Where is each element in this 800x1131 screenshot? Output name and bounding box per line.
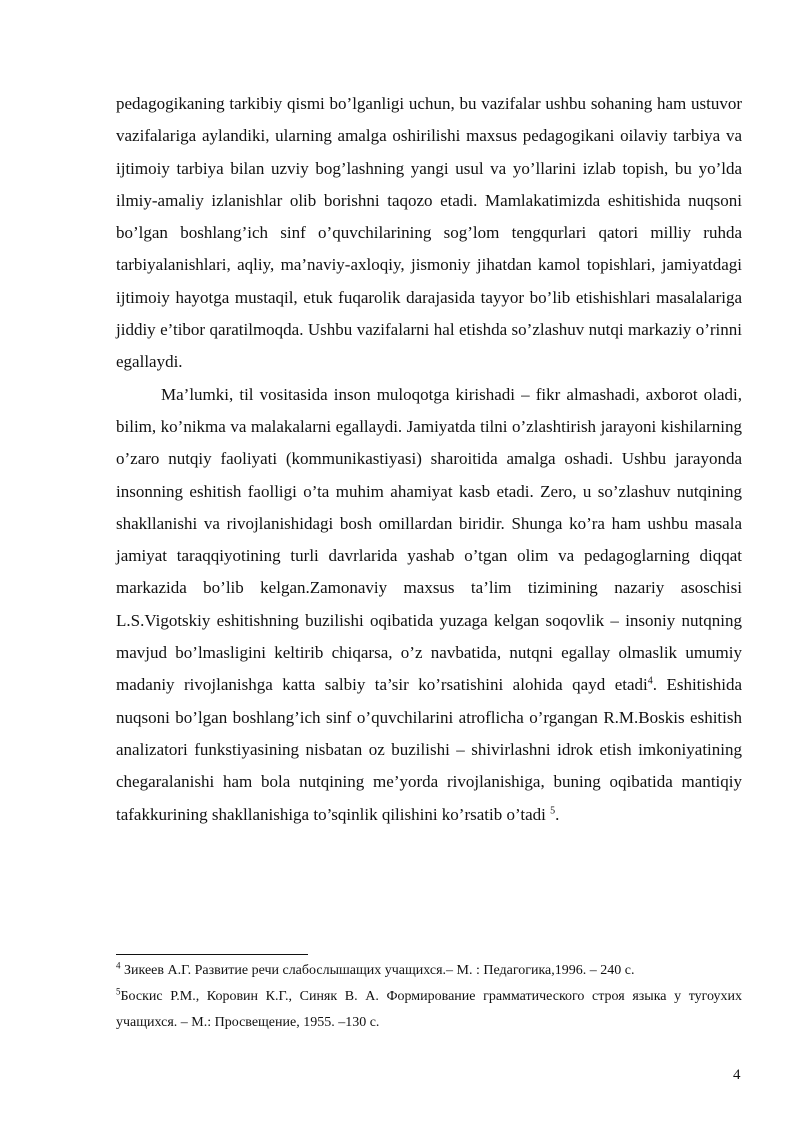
footnote-mark-5: 5 (116, 986, 121, 997)
footnote-reference-5[interactable]: 5 (550, 804, 556, 816)
body-paragraph-2 (116, 379, 742, 831)
paragraph-1-text: pedagogikaning tarkibiy qismi bo’lganligi uchun, bu vazifalar ushbu sohaning ham ustuvor vazifalariga aylandiki, ularning amalga oshirilishi maxsus pedagogikani oilaviy tarbiya va ijtimoiy tarbiya bilan uzviy bog’lashning yangi usul va yo’llarini izlab topish, bu yo’lda ilmiy-amaliy izlanishlar olib borishni taqozo etadi. Mamlakatimizda eshitishida nuqsoni bo’lgan boshlang’ich sinf o’quvchilarining sog’lom tengqurlari qatori milliy ruhda tarbiyalanishlari, aqliy, ma’naviy-axloqiy, jismoniy jihatdan kamol topishlari, jamiyatdagi ijtimoiy hayotga mustaqil, etuk fuqarolik darajasida tayyor bo’lib etishishlari masalalariga jiddiy e’tibor qaratilmoqda. Ushbu vazifalarni hal etishda so’zlashuv nutqi markaziy o’rinni egallaydi. (116, 94, 742, 372)
paragraph-2-text-b: . Eshitishida nuqsoni bo’lgan boshlang’ich sinf o’quvchilarini atroflicha o’rgangan R.M.Boskis eshitish analizatori funkstiyasining nisbatan oz buzilishi – shivirlashni idrok etish imkoniyatining chegaralanishi ham bola nutqining me’yorda rivojlanishiga, buning oqibatida mantiqiy tafakkurining shakllanishiga to’sqinlik qilishini ko’rsatib o’tadi (116, 675, 742, 824)
footnote-5-text: Боскис Р.М., Коровин К.Г., Синяк В. А. Формирование грамматического строя языка у тугоухих учащихся. – М.: Просвещение, 1955. –130 с. (116, 989, 742, 1030)
body-paragraph-1 (116, 88, 742, 379)
footnote-5 (116, 984, 742, 1036)
page-number: 4 (733, 1067, 741, 1083)
footnote-reference-4[interactable]: 4 (647, 675, 653, 687)
footnote-4-text: Зикеев А.Г. Развитие речи слабослышащих учащихся.– М. : Педагогика,1996. – 240 с. (120, 963, 635, 978)
footnotes-section (116, 958, 742, 1036)
document-body (116, 88, 742, 831)
paragraph-2-text-a: Ma’lumki, til vositasida inson muloqotga kirishadi – fikr almashadi, axborot oladi, bilim, ko’nikma va malakalarni egallaydi. Jamiyatda tilni o’zlashtirish jarayoni kishilarning o’zaro nutqiy faoliyati (kommunikastiyasi) sharoitida amalga oshadi. Ushbu jarayonda insonning eshitish faolligi o’ta muhim ahamiyat kasb etadi. Zero, u so’zlashuv nutqining shakllanishi va rivojlanishidagi bosh omillardan biridir. Shunga ko’ra ham ushbu masala jamiyat taraqqiyotining turli davrlarida yashab o’tgan olim va pedagoglarning diqqat markazida bo’lib kelgan.Zamonaviy maxsus ta’lim tizimining nazariy asoschisi L.S.Vigotskiy eshitishning buzilishi oqibatida yuzaga kelgan soqovlik – insoniy nutqning mavjud bo’lmasligini keltirib chiqarsa, o’z navbatida, nutqni egallay olmaslik umumiy madaniy rivojlanishga katta salbiy ta’sir ko’rsatishini alohida qayd etadi (116, 384, 742, 695)
footnote-mark-4: 4 (116, 960, 121, 971)
footnote-4 (116, 958, 742, 984)
paragraph-2-end: . (555, 804, 560, 824)
footnote-separator (116, 954, 308, 955)
